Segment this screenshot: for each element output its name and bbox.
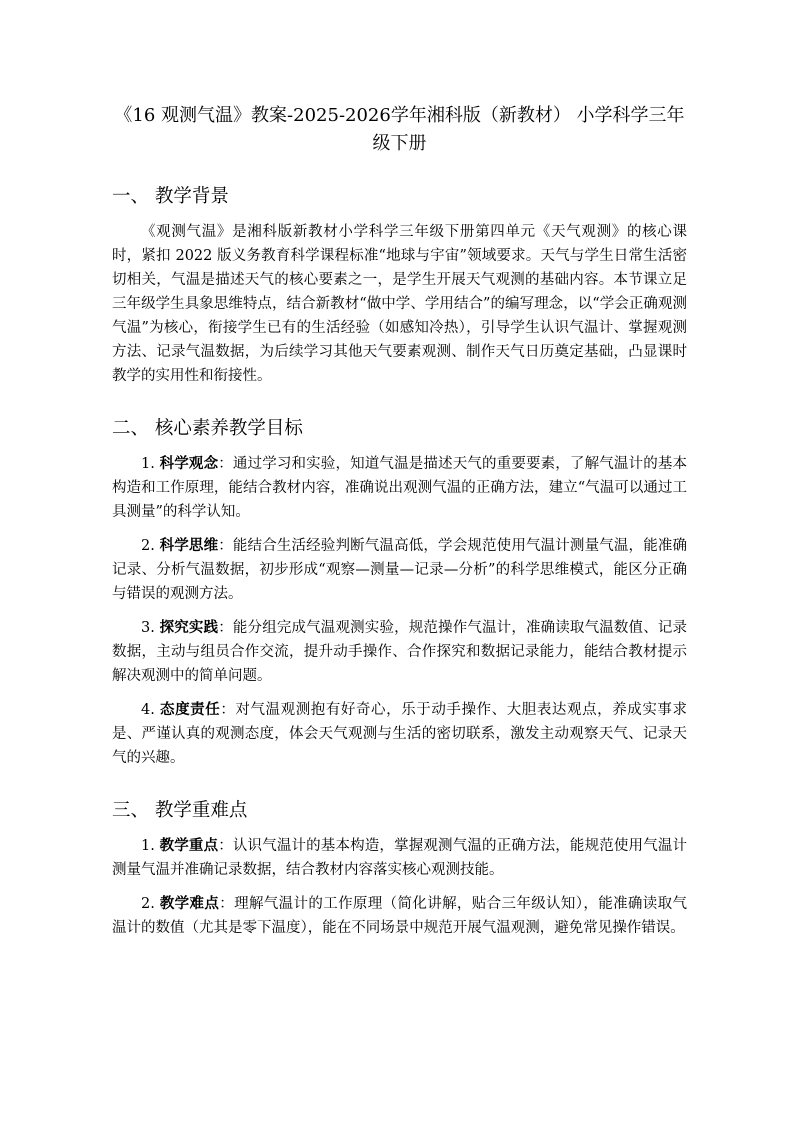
section-key-difficult-points: [112, 798, 687, 940]
goal-item: [112, 452, 687, 524]
item-number: 4.: [141, 702, 161, 718]
goal-item: [112, 616, 687, 688]
item-term: 科学思维: [159, 537, 219, 554]
item-number: 2.: [141, 538, 160, 554]
item-text: ：理解气温计的工作原理（简化讲解，贴合三年级认知），能准确读取气温计的数值（尤其是零下温度），能在不同场景中规范开展气温观测，避免常见操作错误。: [112, 896, 688, 936]
section-heading: 二、 核心素养教学目标: [112, 418, 303, 439]
item-text: ：对气温观测抱有好奇心，乐于动手操作、大胆表达观点，养成实事求是、严谨认真的观测态度，体会天气观测与生活的密切联系，激发主动观察天气、记录天气的兴趣。: [112, 702, 688, 766]
section-heading: 一、 教学背景: [112, 186, 229, 207]
item-text: ：能结合生活经验判断气温高低，学会规范使用气温计测量气温，能准确记录、分析气温数据，初步形成“观察—测量—记录—分析”的科学思维模式，能区分正确与错误的观测方法。: [112, 538, 688, 602]
item-term: 教学难点: [159, 895, 220, 912]
item-term: 态度责任: [160, 701, 221, 718]
section-heading: 三、 教学重难点: [112, 800, 248, 821]
item-term: 探究实践: [159, 619, 219, 636]
item-text: ：通过学习和实验，知道气温是描述天气的重要要素，了解气温计的基本构造和工作原理，能结合教材内容，准确说出观测气温的正确方法，建立“气温可以通过工具测量”的科学认知。: [112, 456, 688, 520]
goal-item: [112, 534, 687, 606]
background-paragraph: 《观测气温》是湘科版新教材小学科学三年级下册第四单元《天气观测》的核心课时，紧扣 2022 版义务教育科学课程标准“地球与宇宙”领域要求。天气与学生日常生活密切相关，气温是描述天气的核心要素之一，是学生开展天气观测的基础内容。本节课立足三年级学生具象思维特点，结合新教材“做中学、学用结合”的编写理念，以“学会正确观测气温”为核心，衔接学生已有的生活经验（如感知冷热），引导学生认识气温计、掌握观测方法、记录气温数据，为后续学习其他天气要素观测、制作天气日历奠定基础，凸显课时教学的实用性和衔接性。: [112, 224, 687, 384]
section-core-literacy-goals: [112, 416, 687, 770]
item-number: 1.: [141, 456, 160, 472]
goal-item: [112, 698, 687, 770]
item-term: 教学重点: [159, 837, 219, 854]
item-text: ：认识气温计的基本构造，掌握观测气温的正确方法，能规范使用气温计测量气温并准确记录数据，结合教材内容落实核心观测技能。: [112, 838, 688, 878]
key-point-item: [112, 892, 687, 940]
item-number: 3.: [141, 620, 160, 636]
key-point-item: [112, 834, 687, 882]
item-number: 2.: [141, 896, 160, 912]
item-text: ：能分组完成气温观测实验，规范操作气温计，准确读取气温数值、记录数据，主动与组员合作交流，提升动手操作、合作探究和数据记录能力，能结合教材提示解决观测中的简单问题。: [112, 620, 688, 684]
document-title: 《16 观测气温》教案-2025-2026学年湘科版（新教材） 小学科学三年级下册: [114, 105, 685, 154]
item-term: 科学观念: [159, 455, 219, 472]
section-teaching-background: [112, 184, 687, 388]
item-number: 1.: [141, 838, 160, 854]
